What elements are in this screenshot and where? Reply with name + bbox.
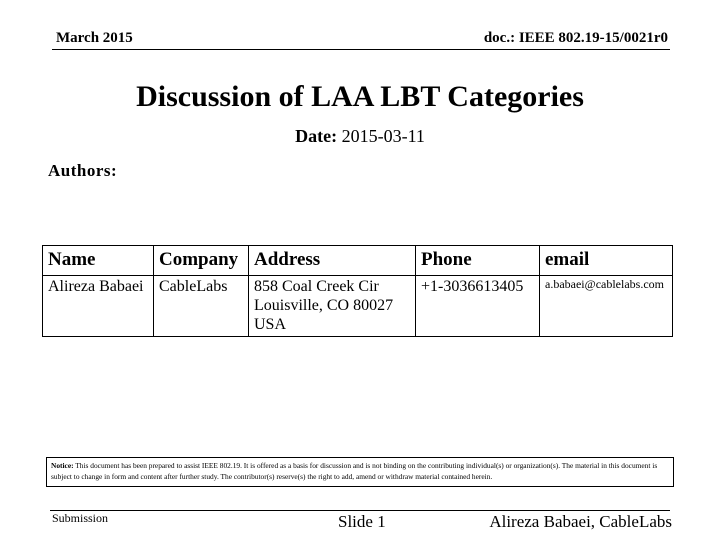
author-email[interactable]: a.babaei@cablelabs.com bbox=[540, 276, 673, 337]
column-header-email: email bbox=[540, 246, 673, 276]
column-header-phone: Phone bbox=[416, 246, 540, 276]
author-name: Alireza Babaei bbox=[43, 276, 154, 337]
address-line: Louisville, CO 80027 bbox=[254, 297, 394, 314]
slide-title: Discussion of LAA LBT Categories bbox=[136, 80, 584, 113]
header-divider bbox=[52, 49, 670, 50]
notice-text: This document has been prepared to assist IEEE 802.19. It is offered as a basis for discussion and is not binding on the contributing individual(s) or organization(s). The material in this document is subject to change in form and content after further study. The contributor(s) reserve(s) the right to add, amend or withdraw material contained herein. bbox=[51, 461, 658, 481]
slide-number: Slide 1 bbox=[338, 512, 386, 531]
authors-label: Authors: bbox=[48, 161, 118, 180]
header-date: March 2015 bbox=[56, 30, 133, 46]
authors-table bbox=[42, 245, 673, 337]
table-row bbox=[43, 276, 673, 337]
footer-author: Alireza Babaei, CableLabs bbox=[489, 512, 672, 531]
author-company: CableLabs bbox=[154, 276, 249, 337]
date-value: 2015-03-11 bbox=[341, 126, 425, 146]
address-line: USA bbox=[254, 316, 287, 333]
column-header-company: Company bbox=[154, 246, 249, 276]
notice-box bbox=[46, 457, 674, 487]
footer-submission: Submission bbox=[52, 511, 109, 525]
author-phone: +1-3036613405 bbox=[416, 276, 540, 337]
date-line bbox=[0, 126, 720, 147]
header-doc-id: doc.: IEEE 802.19-15/0021r0 bbox=[483, 30, 668, 46]
authors-header-row bbox=[43, 246, 673, 276]
date-label: Date: bbox=[295, 126, 338, 146]
column-header-address: Address bbox=[249, 246, 416, 276]
author-address bbox=[249, 276, 416, 337]
footer-divider bbox=[50, 510, 670, 511]
address-line: 858 Coal Creek Cir bbox=[254, 278, 379, 295]
notice-label: Notice: bbox=[51, 461, 74, 470]
column-header-name: Name bbox=[43, 246, 154, 276]
